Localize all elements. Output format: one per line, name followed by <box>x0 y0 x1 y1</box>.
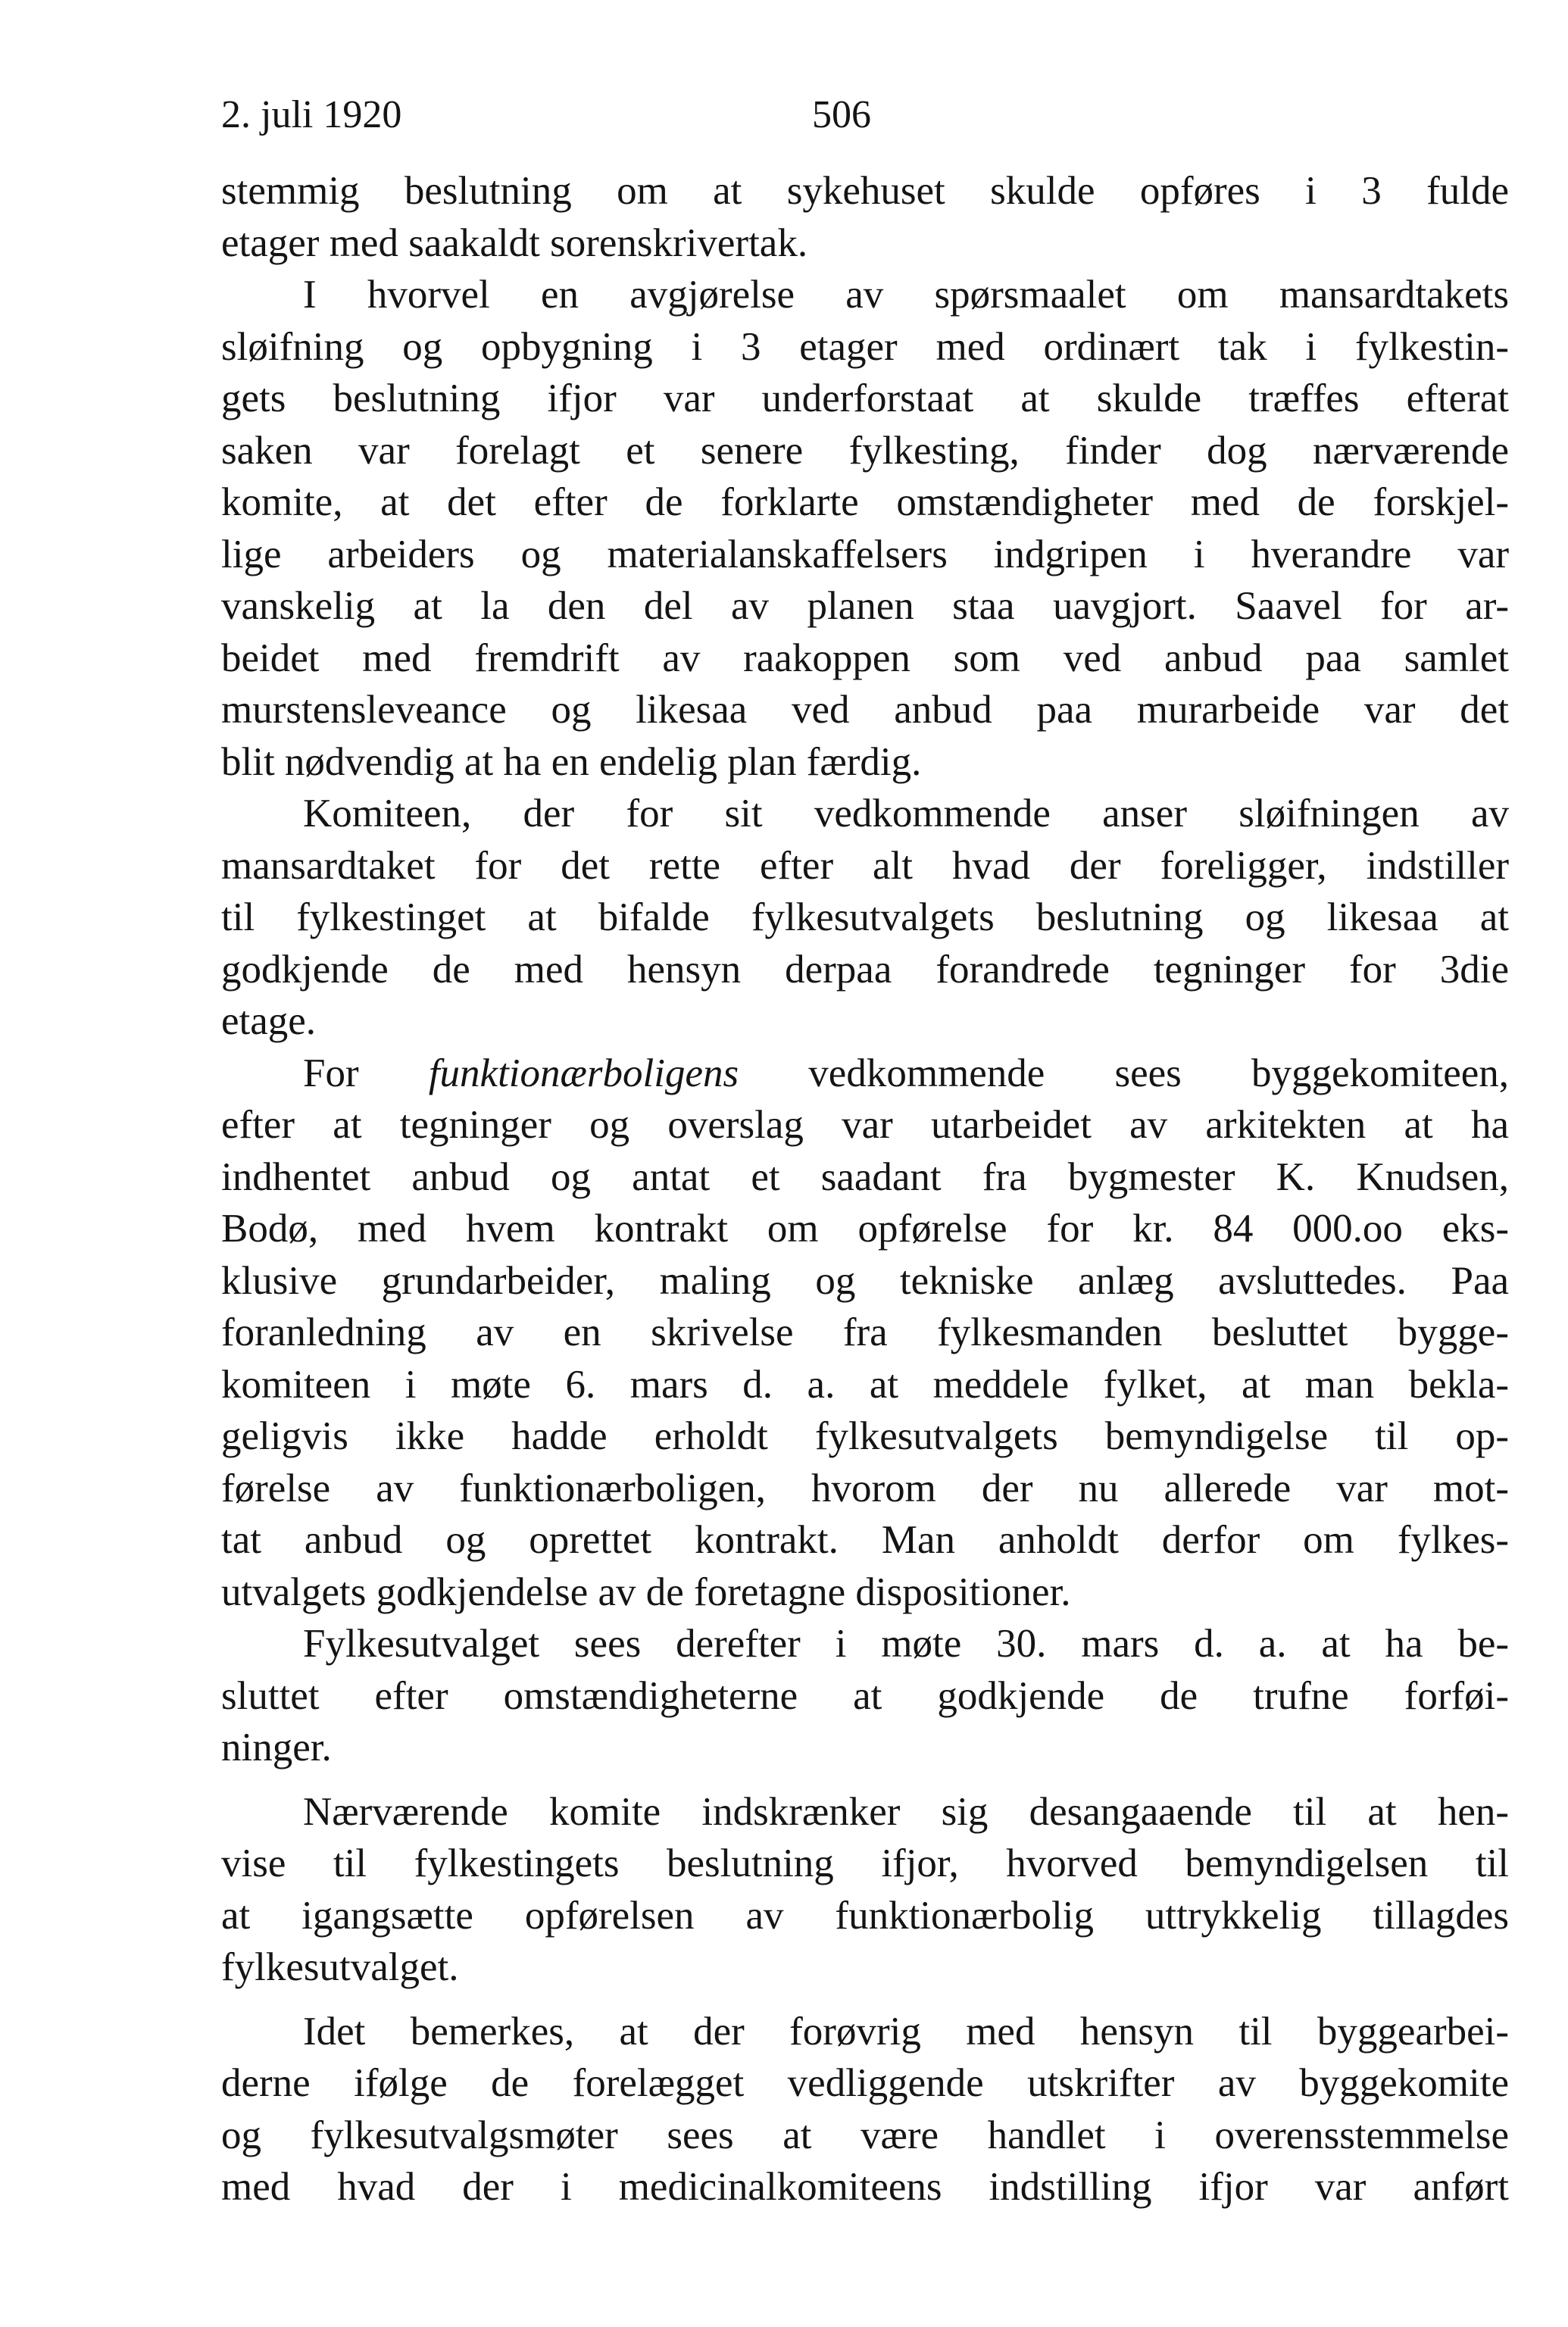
page-number: 506 <box>812 93 871 136</box>
text-run: For <box>303 1051 429 1095</box>
text-line: etager med saakaldt sorenskrivertak. <box>221 220 808 265</box>
text-line: til fylkestinget at bifalde fylkesutvalgets beslutning og likesaa at <box>221 895 1509 939</box>
paragraph-3 <box>221 788 1509 1048</box>
text-line: derne ifølge de forelægget vedliggende utskrifter av byggekomite <box>221 2061 1509 2105</box>
header-date: 2. juli 1920 <box>221 93 402 136</box>
text-line: saken var forelagt et senere fylkesting, finder dog nærværende <box>221 428 1509 473</box>
paragraph-7 <box>221 2006 1509 2213</box>
text-line: beidet med fremdrift av raakoppen som ved anbud paa samlet <box>221 636 1509 680</box>
text-line: vanskelig at la den del av planen staa uavgjort. Saavel for ar- <box>221 584 1509 628</box>
paragraph-6 <box>221 1786 1509 1994</box>
text-line: sløifning og opbygning i 3 etager med ordinært tak i fylkestin- <box>221 324 1509 369</box>
paragraph-1 <box>221 165 1509 269</box>
text-line: Nærværende komite indskrænker sig desangaaende til at hen- <box>303 1789 1509 1834</box>
text-line: etage. <box>221 999 317 1043</box>
text-line: lige arbeiders og materialanskaffelsers indgripen i hverandre var <box>221 532 1509 576</box>
text-line: Komiteen, der for sit vedkommende anser sløifningen av <box>303 792 1509 836</box>
page-header <box>221 85 979 145</box>
text-line: indhentet anbud og antat et saadant fra bygmester K. Knudsen, <box>221 1154 1509 1199</box>
text-line: Fylkesutvalget sees derefter i møte 30. mars d. a. at ha be- <box>303 1622 1509 1666</box>
text-line: Idet bemerkes, at der forøvrig med hensyn til byggearbei- <box>303 2009 1509 2054</box>
paragraph-2 <box>221 269 1509 788</box>
text-line: gets beslutning ifjor var underforstaat at skulde træffes efterat <box>221 376 1509 420</box>
text-line: blit nødvendig at ha en endelig plan færdig. <box>221 739 922 784</box>
text-run: vedkommende sees byggekomiteen, <box>739 1051 1509 1095</box>
paragraph-5 <box>221 1618 1509 1774</box>
text-line: mansardtaket for det rette efter alt hvad der foreligger, indstiller <box>221 843 1509 888</box>
text-line: godkjende de med hensyn derpaa forandrede tegninger for 3die <box>221 947 1509 992</box>
text-line: I hvorvel en avgjørelse av spørsmaalet om mansardtakets <box>303 273 1509 317</box>
text-line: og fylkesutvalgsmøter sees at være handlet i overensstemmelse <box>221 2113 1509 2157</box>
text-line: sluttet efter omstændigheterne at godkjende de trufne forføi- <box>221 1673 1509 1718</box>
text-line: komite, at det efter de forklarte omstændigheter med de forskjel- <box>221 480 1509 524</box>
text-line: foranledning av en skrivelse fra fylkesmanden besluttet bygge- <box>221 1310 1509 1354</box>
text-line: fylkesutvalget. <box>221 1945 459 1989</box>
text-line: tat anbud og oprettet kontrakt. Man anholdt derfor om fylkes- <box>221 1518 1509 1562</box>
text-line: utvalgets godkjendelse av de foretagne dispositioner. <box>221 1570 1071 1614</box>
paragraph-4 <box>221 1048 1509 1619</box>
text-line: Bodø, med hvem kontrakt om opførelse for kr. 84 000.oo eks- <box>221 1207 1509 1251</box>
page-body <box>221 165 1509 2213</box>
text-line: at igangsætte opførelsen av funktionærbolig uttrykkelig tillagdes <box>221 1893 1509 1938</box>
text-line: efter at tegninger og overslag var utarbeidet av arkitekten at ha <box>221 1103 1509 1147</box>
text-line: vise til fylkestingets beslutning ifjor, hvorved bemyndigelsen til <box>221 1841 1509 1885</box>
text-line: med hvad der i medicinalkomiteens indstilling ifjor var anført <box>221 2165 1509 2209</box>
text-line <box>221 1048 1509 1100</box>
text-line: murstensleveance og likesaa ved anbud paa murarbeide var det <box>221 688 1509 732</box>
text-line: geligvis ikke hadde erholdt fylkesutvalgets bemyndigelse til op- <box>221 1414 1509 1458</box>
text-line: klusive grundarbeider, maling og tekniske anlæg avsluttedes. Paa <box>221 1258 1509 1303</box>
text-line: førelse av funktionærboligen, hvorom der nu allerede var mot- <box>221 1466 1509 1510</box>
text-line: stemmig beslutning om at sykehuset skulde opføres i 3 fulde <box>221 169 1509 213</box>
text-line: komiteen i møte 6. mars d. a. at meddele fylket, at man bekla- <box>221 1362 1509 1407</box>
text-line: ninger. <box>221 1726 332 1769</box>
italic-term: funktionærboligens <box>428 1051 739 1095</box>
